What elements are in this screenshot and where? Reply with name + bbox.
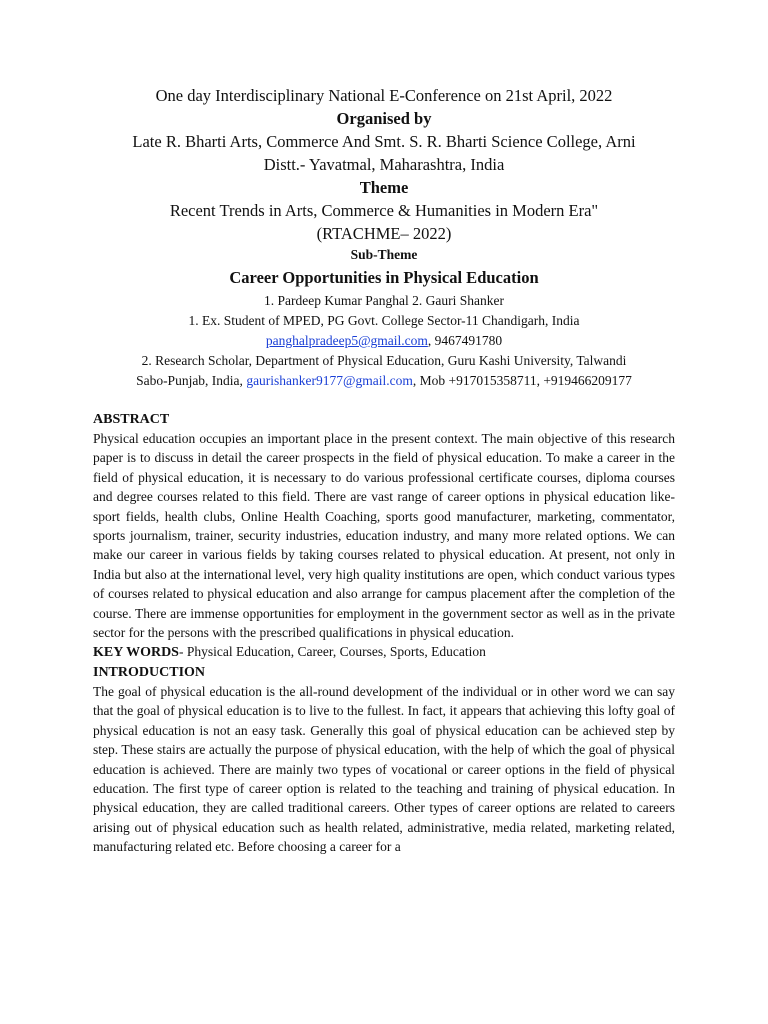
theme-label: Theme [359,178,409,197]
author2-mobile: , Mob +917015358711, +919466209177 [412,373,632,388]
keywords-text: - Physical Education, Career, Courses, Sports, Education [178,644,486,660]
college-name-line2: Distt.- Yavatmal, Maharashtra, India [263,155,505,174]
author2-location: Sabo-Punjab, India, [136,373,247,388]
paper-header [93,84,675,289]
paper-title: Career Opportunities in Physical Education [229,268,539,287]
author2-affiliation-line2 [93,371,675,391]
author2-email-link[interactable]: gaurishanker9177@gmail.com [246,373,413,388]
organised-by-label: Organised by [336,109,432,128]
introduction-text: The goal of physical education is the all-round development of the individual or in other word we can say that the goal of physical education is to live to the fullest. In fact, it appears that achieving this lofty goal of physical education is not an easy task. Generally this goal of physical education can be achieved step by step. These stairs are actually the purpose of physical education, with the help of which the goal of physical education is achieved. There are mainly two types of vocational or career options in the field of physical education. The first type of career option is related to the teaching and training of physical education. In physical education, they are called traditional careers. Other types of career options are related to careers arising out of physical education such as health related, administrative, media related, marketing related, manufacturing related etc. Before choosing a career for a [93,683,675,855]
keywords-label: KEY WORDS [93,645,179,661]
conference-title: One day Interdisciplinary National E-Conference on 21st April, 2022 [155,86,613,105]
introduction-heading: INTRODUCTION [93,664,206,680]
author-names: 1. Pardeep Kumar Panghal 2. Gauri Shanker [264,293,504,308]
theme-line2: (RTACHME– 2022) [316,224,452,243]
theme-line1: Recent Trends in Arts, Commerce & Humanities in Modern Era" [169,201,599,220]
author-block [93,291,675,391]
author1-contact [93,331,675,351]
author1-email-link[interactable]: panghalpradeep5@gmail.com [265,333,428,348]
subtheme-label: Sub-Theme [350,247,418,262]
author1-affiliation: 1. Ex. Student of MPED, PG Govt. College Sector-11 Chandigarh, India [188,313,580,328]
college-name-line1: Late R. Bharti Arts, Commerce And Smt. S. R. Bharti Science College, Arni [132,132,636,151]
abstract-text: Physical education occupies an important place in the present context. The main objective of this research paper is to discuss in detail the career prospects in the field of physical education. To make a career in the field of physical education, it is necessary to do various professional certificate courses, diploma courses and degree courses related to this field. There are vast range of career options in physical education like-sport fields, health clubs, Online Health Coaching, sports good manufacturer, marketing, commentator, sports journalism, trainer, security industries, education industry, and many more related options. We can make our career in various fields by taking courses related to physical education. At present, not only in India but also at the international level, very high quality institutions are open, which conduct various types of courses related to physical education and also arrange for campus placement after the completion of the course. There are immense opportunities for employment in the government sector as well as in the private sector for the persons with the prescribed qualifications in physical education. [93,431,675,641]
author2-affiliation-line1: 2. Research Scholar, Department of Physical Education, Guru Kashi University, Talwandi [141,353,627,368]
abstract-heading: ABSTRACT [93,412,170,427]
keywords-line [93,642,675,662]
author1-phone: , 9467491780 [427,333,503,348]
